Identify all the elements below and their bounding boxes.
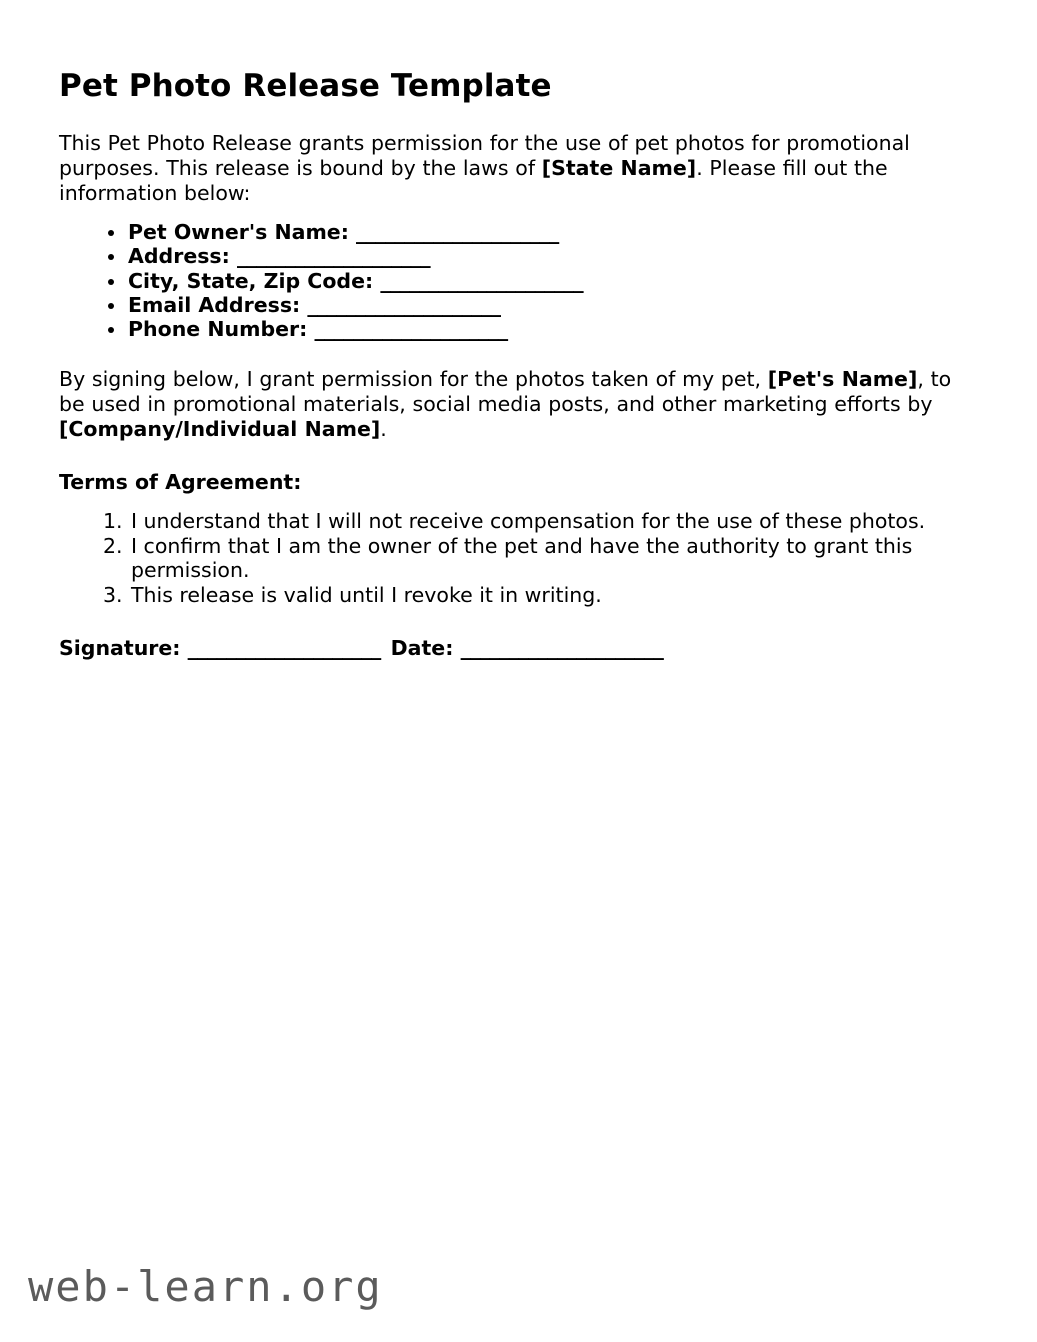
list-item: This release is valid until I revoke it in writing. [131, 582, 602, 607]
field-blank-line[interactable]: ____________________ [314, 317, 508, 341]
consent-text-part3: . [380, 417, 387, 442]
field-label: Email Address: [128, 292, 301, 317]
field-label: Phone Number: [128, 317, 308, 341]
field-blank-line[interactable]: _____________________ [356, 220, 559, 245]
date-label: Date: [390, 636, 454, 661]
list-item: I understand that I will not receive compensation for the use of these photos. [131, 509, 926, 534]
page-title: Pet Photo Release Template [59, 68, 552, 104]
document-content [59, 0, 974, 661]
pet-name-placeholder: [Pet's Name] [767, 367, 918, 392]
field-label: Address: [128, 244, 230, 269]
list-item [108, 269, 974, 293]
intro-text-part2: . Please fill out the information below: [59, 156, 888, 206]
state-name-placeholder: [State Name] [541, 156, 697, 181]
list-item [108, 293, 974, 317]
signature-blank-line[interactable]: ____________________ [187, 636, 381, 661]
consent-text-part2: , to be used in promotional materials, social media posts, and other marketing efforts by [59, 367, 952, 417]
field-blank-line[interactable]: ____________________ [236, 244, 430, 269]
consent-paragraph [59, 341, 974, 442]
intro-paragraph [59, 105, 974, 206]
list-item [108, 244, 974, 268]
terms-list [59, 495, 974, 607]
company-name-placeholder: [Company/Individual Name] [59, 417, 381, 442]
signature-row [59, 607, 974, 661]
site-watermark: web-learn.org [28, 1262, 383, 1311]
list-item: I confirm that I am the owner of the pet and have the authority to grant this permission. [131, 533, 913, 583]
field-blank-line[interactable]: ____________________ [307, 292, 501, 317]
list-item [108, 317, 974, 341]
date-blank-line[interactable]: _____________________ [460, 636, 664, 661]
consent-text-part1: By signing below, I grant permission for the photos taken of my pet, [59, 367, 768, 392]
signature-label: Signature: [59, 636, 181, 661]
field-label: City, State, Zip Code: [128, 268, 374, 293]
field-label: Pet Owner's Name: [128, 220, 349, 245]
terms-heading: Terms of Agreement: [59, 470, 302, 495]
field-blank-line[interactable]: _____________________ [380, 268, 583, 293]
owner-fields-list [59, 206, 974, 341]
list-item [108, 220, 974, 244]
intro-text-part1: This Pet Photo Release grants permission for the use of pet photos for promotional purposes. This release is bound by the laws of [59, 131, 910, 181]
